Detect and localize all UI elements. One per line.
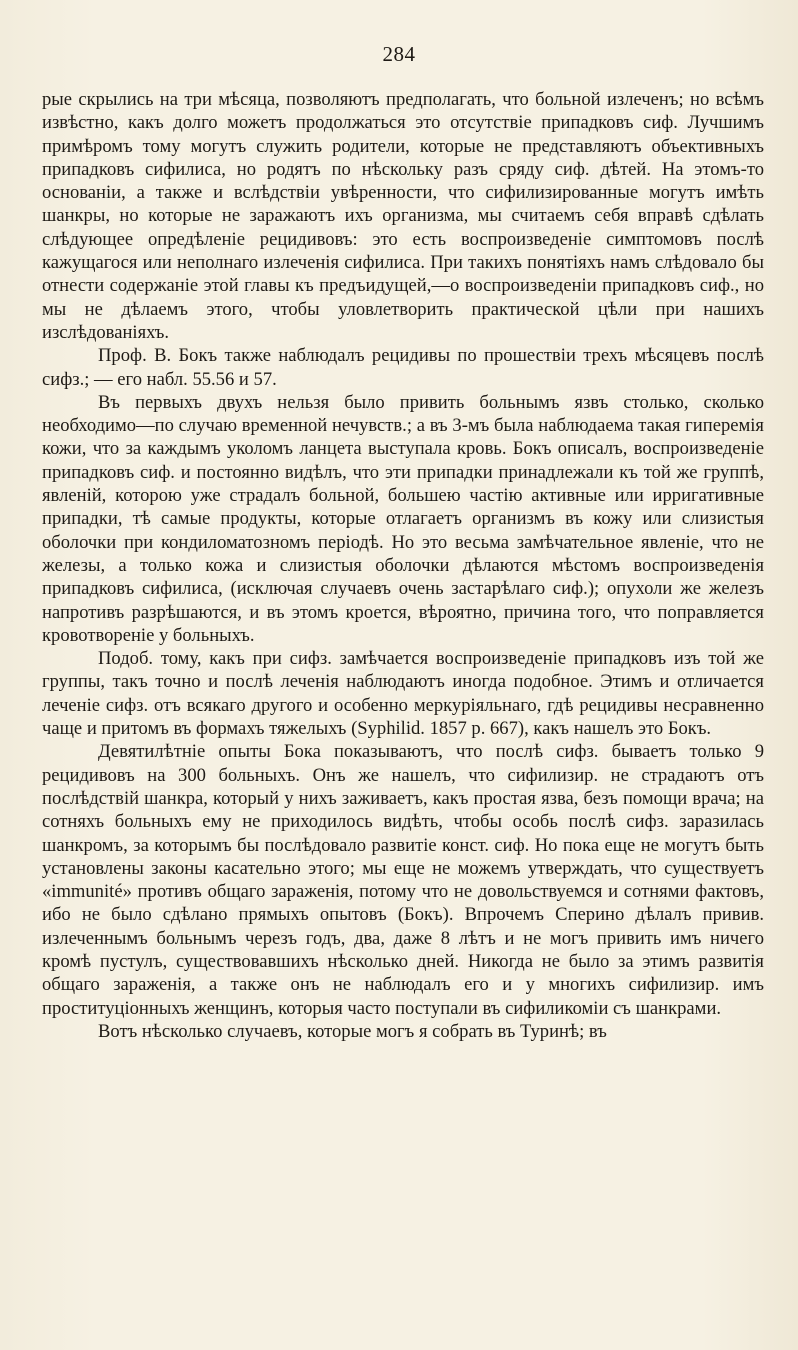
page-number: 284: [382, 42, 416, 66]
paragraph-turin-cases: Вотъ нѣсколько случаевъ, которые могъ я собрать въ Туринѣ; въ: [98, 1020, 607, 1042]
body-text: [42, 88, 764, 1043]
paragraph-continuation: рые скрылись на три мѣсяца, позволяютъ предполагать, что больной излеченъ; но всѣмъ извѣстно, какъ долго можетъ продолжаться это отсутствіе припадковъ сиф. Лучшимъ примѣромъ тому могутъ служить родители, которые не представляютъ объективныхъ припадковъ сифилиса, но родятъ по нѣскольку разъ сряду сиф. дѣтей. На этомъ-то основаніи, а также и вслѣдствіи увѣренности, что сифилизированные могутъ имѣть шанкры, но которые не заражаютъ ихъ организма, мы считаемъ себя вправѣ сдѣлать слѣдующее опредѣленіе рецидивовъ: это есть воспроизведеніе симптомовъ послѣ кажущагося или неполнаго излеченія сифилиса. При такихъ понятіяхъ намъ слѣдовало бы отнести содержаніе этой главы къ предъидущей,—о воспроизведеніи припадковъ сиф., но мы не дѣлаемъ этого, чтобы уловлетворить практической цѣли при нашихъ изслѣдованіяхъ.: [42, 89, 764, 343]
paragraph-first-two-cases: Въ первыхъ двухъ нельзя было привить больнымъ язвъ столько, сколько необходимо—по случаю временной нечувств.; а въ 3-мъ была наблюдаема такая гиперемія кожи, что за каждымъ уколомъ ланцета выступала кровь. Бокъ описалъ, воспроизведеніе припадковъ сиф. и постоянно видѣлъ, что эти припадки принадлежали къ той же группѣ, явленій, которою уже страдалъ больной, большею частію активные или ирригативные припадки, тѣ самые продукты, которые отлагаетъ организмъ въ кожу или слизистыя оболочки при кондиломатозномъ періодѣ. Но это весьма замѣчательное явленіе, что не железы, а только кожа и слизистыя оболочки дѣлаются мѣстомъ воспроизведенія припадковъ сифилиса, (исключая случаевъ очень застарѣлаго сиф.); опухоли же железъ напротивъ разрѣшаются, и въ этомъ кроется, вѣроятно, причина того, что поправляется кровотвореніе у больныхъ.: [42, 391, 764, 646]
paragraph-bock-observation: Проф. В. Бокъ также наблюдалъ рецидивы по прошествіи трехъ мѣсяцевъ послѣ сифз.; — его набл. 55.56 и 57.: [42, 345, 764, 390]
paragraph-nine-year-experiments: Девятилѣтніе опыты Бока показываютъ, что послѣ сифз. бываетъ только 9 рецидивовъ на 300 больныхъ. Онъ же нашелъ, что сифилизир. не страдаютъ отъ послѣдствій шанкра, который у нихъ заживаетъ, какъ простая язва, безъ помощи врача; на сотняхъ больныхъ ему не приходилось видѣть, чтобы особь послѣ сифз. заразилась шанкромъ, за которымъ бы послѣдовало развитіе конст. сиф. Но пока еще не могутъ быть установлены законы касательно этого; мы еще не можемъ утверждать, что существуетъ «immunité» противъ общаго зараженія, потому что не довольствуемся и сотнями фактовъ, ибо не было сдѣлано прямыхъ опытовъ (Бокъ). Впрочемъ Сперино дѣлалъ привив. излеченнымъ больнымъ черезъ годъ, два, даже 8 лѣтъ и не могъ привить имъ ничего кромѣ пустулъ, существовавшихъ нѣсколько дней. Никогда не было за этимъ развитія общаго зараженія, а также онъ не наблюдалъ его и у многихъ сифилизир. имъ проституціонныхъ женщинъ, которыя часто поступали въ сифиликоміи съ шанкрами.: [42, 741, 764, 1019]
paragraph-similar-group: Подоб. тому, какъ при сифз. замѣчается воспроизведеніе припадковъ изъ той же группы, такъ точно и послѣ леченія наблюдаютъ иногда подобное. Этимъ и отличается леченіе сифз. отъ всякаго другого и особенно меркуріяльнаго, гдѣ рецидивы несравненно чаще и притомъ въ формахъ тяжелыхъ (Syphilid. 1857 p. 667), какъ нашелъ это Бокъ.: [42, 648, 764, 740]
